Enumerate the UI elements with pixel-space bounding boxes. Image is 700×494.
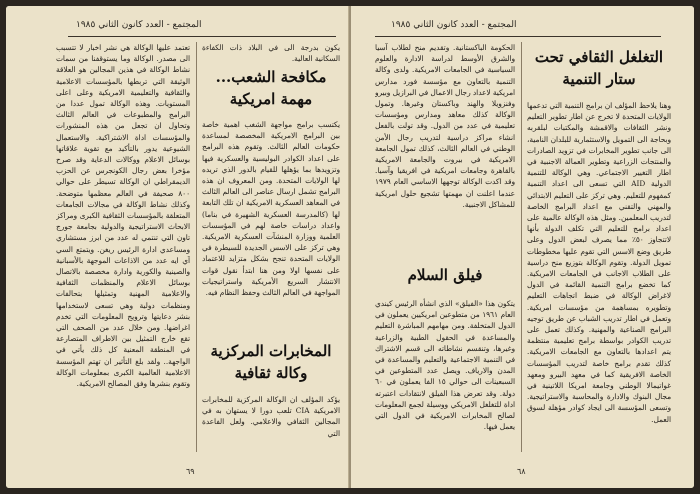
right-heading-cultural-penetration: التغلغل الثقافي تحت ستار التنمية bbox=[534, 48, 664, 88]
left-folio: ٦٩ bbox=[186, 467, 195, 476]
left-running-title: المجتمع - العدد كانون الثاني ١٩٨٥ bbox=[76, 20, 202, 30]
right-heading-peace-corps: فيلق السلام bbox=[407, 266, 483, 284]
right-folio: ٦٨ bbox=[517, 467, 526, 476]
left-col-right-body: يكتسب برامج مواجهة الشغب اهمية خاصة بين البرامج الامريكية المخصصة لمساعدة حكومات العالم الثالث. وتقوم هذه البرامج على اعداد الكوادر البوليسية والعسكرية فيها وتزويدها بما يؤهلها للقيام بالدور الذي تريده لها الولايات المتحدة. ومن المعروف ان هذه البرامج تشمل ارسال عناصر الى العالم الثالث في المعاهد العسكرية الامريكية ان تلك التابعة لها (كالمدرسة العسكرية الشهيرة في بناما) واعداد دراسات خاصة لهم في المؤسسات العلمية ووزارة المنشآت العسكرية الامريكية. وهي تركز على الاسس الجديدة للسيطرة في الولايات المتحدة تنجح بشكل متزايد للاعتماد على نفسها اولا ومن هنا ابتدأ نقول قوات الانتشار السريع الأمريكية واستراتيجيات المواجهة في العالم الثالث وحفظ النظام فيه. bbox=[202, 120, 340, 298]
left-heading-cia: المخابرات المركزية وكالة ثقافية bbox=[210, 342, 332, 382]
right-running-title: المجتمع - العدد كانون الثاني ١٩٨٥ bbox=[391, 20, 517, 30]
left-col-left-body: تعتمد عليها الوكالة هي نشر اخبار لا تتسبب الى مصدر. الوكالة وما يستوقفنا من سمات نشاط الوكالة في هذين المجالين هو العلاقة الوثيقة التي تربطها بالمؤسسات الاعلامية والثقافية والتعليمية الامريكية وعلى اعلى المستويات. وهذه الوكالة تمول عددا من البرامج والمطبوعات في العالم الثالث وتحاول ان تجعل من هذه المنشورات والمؤسسات اداة الاشتراكية. والاستعمال الشيوعية يدور بالتأكيد مع تقوية علاقاتها بوسائل الاعلام ووكالات الدعاية وقد صرح مؤخرا بعض رجال الكونجرس عن الحزب الديمقراطي ان الوكالة تسيطر على حوالي ٨٠٠ صحيفة في العالم معظمها متوضحة. وكذلك نشاط الوكالة في مجالات الجامعات المتعلقة بالمؤسسات الثقافية الكبرى ومراكز الابحاث الاستراتيجية والدولية بجامعة جورج تاون التي تنتمي له عدد من ابرز مستشاري ومساعدي ادارة الرئيس ريغن. ويتمتع السي آي ايه عدد من الاذاعات الموجهة بالأسبانية والصينية والكورية وادارة مخصصة بالاتصال بوسائل الاعلام والمنظمات الثقافية والاعلامية المهنية وتمثيلها بتحالفات ومنظمات دولية وهي تسعى لاستخدامها بنشر دعايتها وترويج المعلومات التي تخدم اغراضها. ومن خلال عدد من الصحف التي تقع خارج التمثيل بين الاطراف المتصارعة في المنطقة المعنية كل ذلك يأتي في الواجهة.. ولقد بلغ التأثير ان تهتم المؤسسة الاعلامية العالمية الكبرى بمعلومات الوكالة وتقوم بنشرها وفق المصالح الامريكية. bbox=[56, 43, 190, 389]
right-col-left-bottom: يتكون هذا «الفيلق» الذي انشأه الرئيس كيندي العام ١٩٦١ من متطوعين امريكيين يعملون في الدول المتخلفة. ومن مهامهم المباشرة التعليم والمساعدة في الحقول الطبية والزراعية وغيرها، وتنقسم نشاطاته الى قسم الاشتراك في التنمية الاجتماعية والتعليم والمساعدة في المدن والارياف. ويصل عدد المتطوعين في السبعينات الى حوالي ١٥ الفا يعملون في ٦٠ دولة. وقد تعرض هذا الفيلق لانتقادات اعتبرته اداة للتغلغل الامريكي ووسيلة لجمع المعلومات لصالح المخابرات الامريكية في الدول التي يعمل فيها. bbox=[375, 299, 515, 432]
left-heading-riot-control: مكافحة الشعب... مهمة امريكية bbox=[215, 68, 327, 108]
book-spread bbox=[6, 6, 694, 488]
left-col-right-bottom: يؤكد المؤلف ان الوكالة المركزية للمخابرات الامريكية CIA تلعب دورا لا يستهان به في المجالين الثقافي والاعلامي. ولعل الفاعدة التي bbox=[202, 395, 340, 438]
right-col-left-top: الحكومة الباكستانية. وتقديم منح لطلاب آسيا والشرق الأوسط لدراسة الادارة والعلوم السياسية في الجامعات الامريكية. ولدى وكالة التنمية بالتعاون مع مؤسسة فورد مدارس امريكية لاعداد رجال الاعمال في البرازيل وبيرو وفنزويلا والهند وباكستان وغيرها. وتمول الوكالة كذلك معاهد ومدارس ومؤسسات تعليمية في عدد من الدول. وقد تولت بالفعل انشاء مراكز دراسية لتدريب رجال الأمن الوطني في العالم الثالث، كذلك تمول الجامعة الامريكية في بيروت والجامعة الامريكية بالقاهرة وجامعات امريكية في افريقيا وآسيا. وقد اكدت الوكالة توجهها الاساسي العام ١٩٧٩ عندما اعلنت ان مهمتها تشجيع حلول امريكية للمشاكل الاجنبية. bbox=[375, 43, 515, 209]
left-header-rule bbox=[68, 36, 336, 37]
right-page bbox=[351, 6, 694, 488]
right-col-right-body: وهنا يلاحظ المؤلف ان برامج التنمية التي تدعمها الولايات المتحدة لا تخرج عن اطار تطوير التعليم ونشر الثقافات والاقمشة والمكتبات لبلقربه وبحاجة الى التمويل والاستثمارية للبلدان النامية، الى جانب تطوير المخابرات في تزويد الصادرات والمنتجات الزراعية وتطوير العمالة الاجنبية في اطار التغيير الاجتماعي. وهي الوكالة للتنمية الدولية AID التي تسعى الى اعداد التنمية كمفهوم للتعليم. وهي تركز على التعليم الابتدائي والمهني والتقني مع اعداد البرامج الخاصة لتدريب المعلمين. ومثل هذه الوكالة عالمية على اعداد برامج للتعليم التي تكلف الدولة بأنها لاتتجاوز ٥٠٪ مما يصرف لبعض الدول وعلى طريق وضع الاسس التي تقوم عليها مخطوطات تمويل الدولة. وتقوم الوكالة بتوزيع منح دراسية على الطلاب الاجانب في الجامعات الامريكية. كما تخضع برامج التنمية القائمة في الدول لاغراض الوكالة في ضبط اتجاهات التعليم وتطويره بمساهمة من مؤسسات امريكية. وتعمل في اطار تدريب الشباب عن طريق توجيه البرامج الصناعية والمهنية. وكذلك تعمل على تدريب الكوادر بواسطة برامج تعليمية منتظمة يتم اعدادها بالتعاون مع الجامعات الامريكية. كذلك تقدم برامج خاصة لتدريب المؤسسات الخاصة الافريقية كما في معهد البيرو ومعهد غواتيمالا الوطني وجامعة امريكا اللاتينية في مجال البنوك والادارة والمحاسبة والاستراتيجية. وتسعى المؤسسة الى ايجاد كوادر مؤهلة لسوق العمل. bbox=[527, 101, 671, 424]
right-header-rule bbox=[375, 36, 661, 37]
left-col-right-intro: يكون بدرجة الى في البلاد ذات الكفاءة السكانية العالية. bbox=[202, 43, 340, 64]
right-column-divider bbox=[521, 42, 522, 452]
left-page bbox=[6, 6, 349, 488]
left-column-divider bbox=[196, 42, 197, 452]
